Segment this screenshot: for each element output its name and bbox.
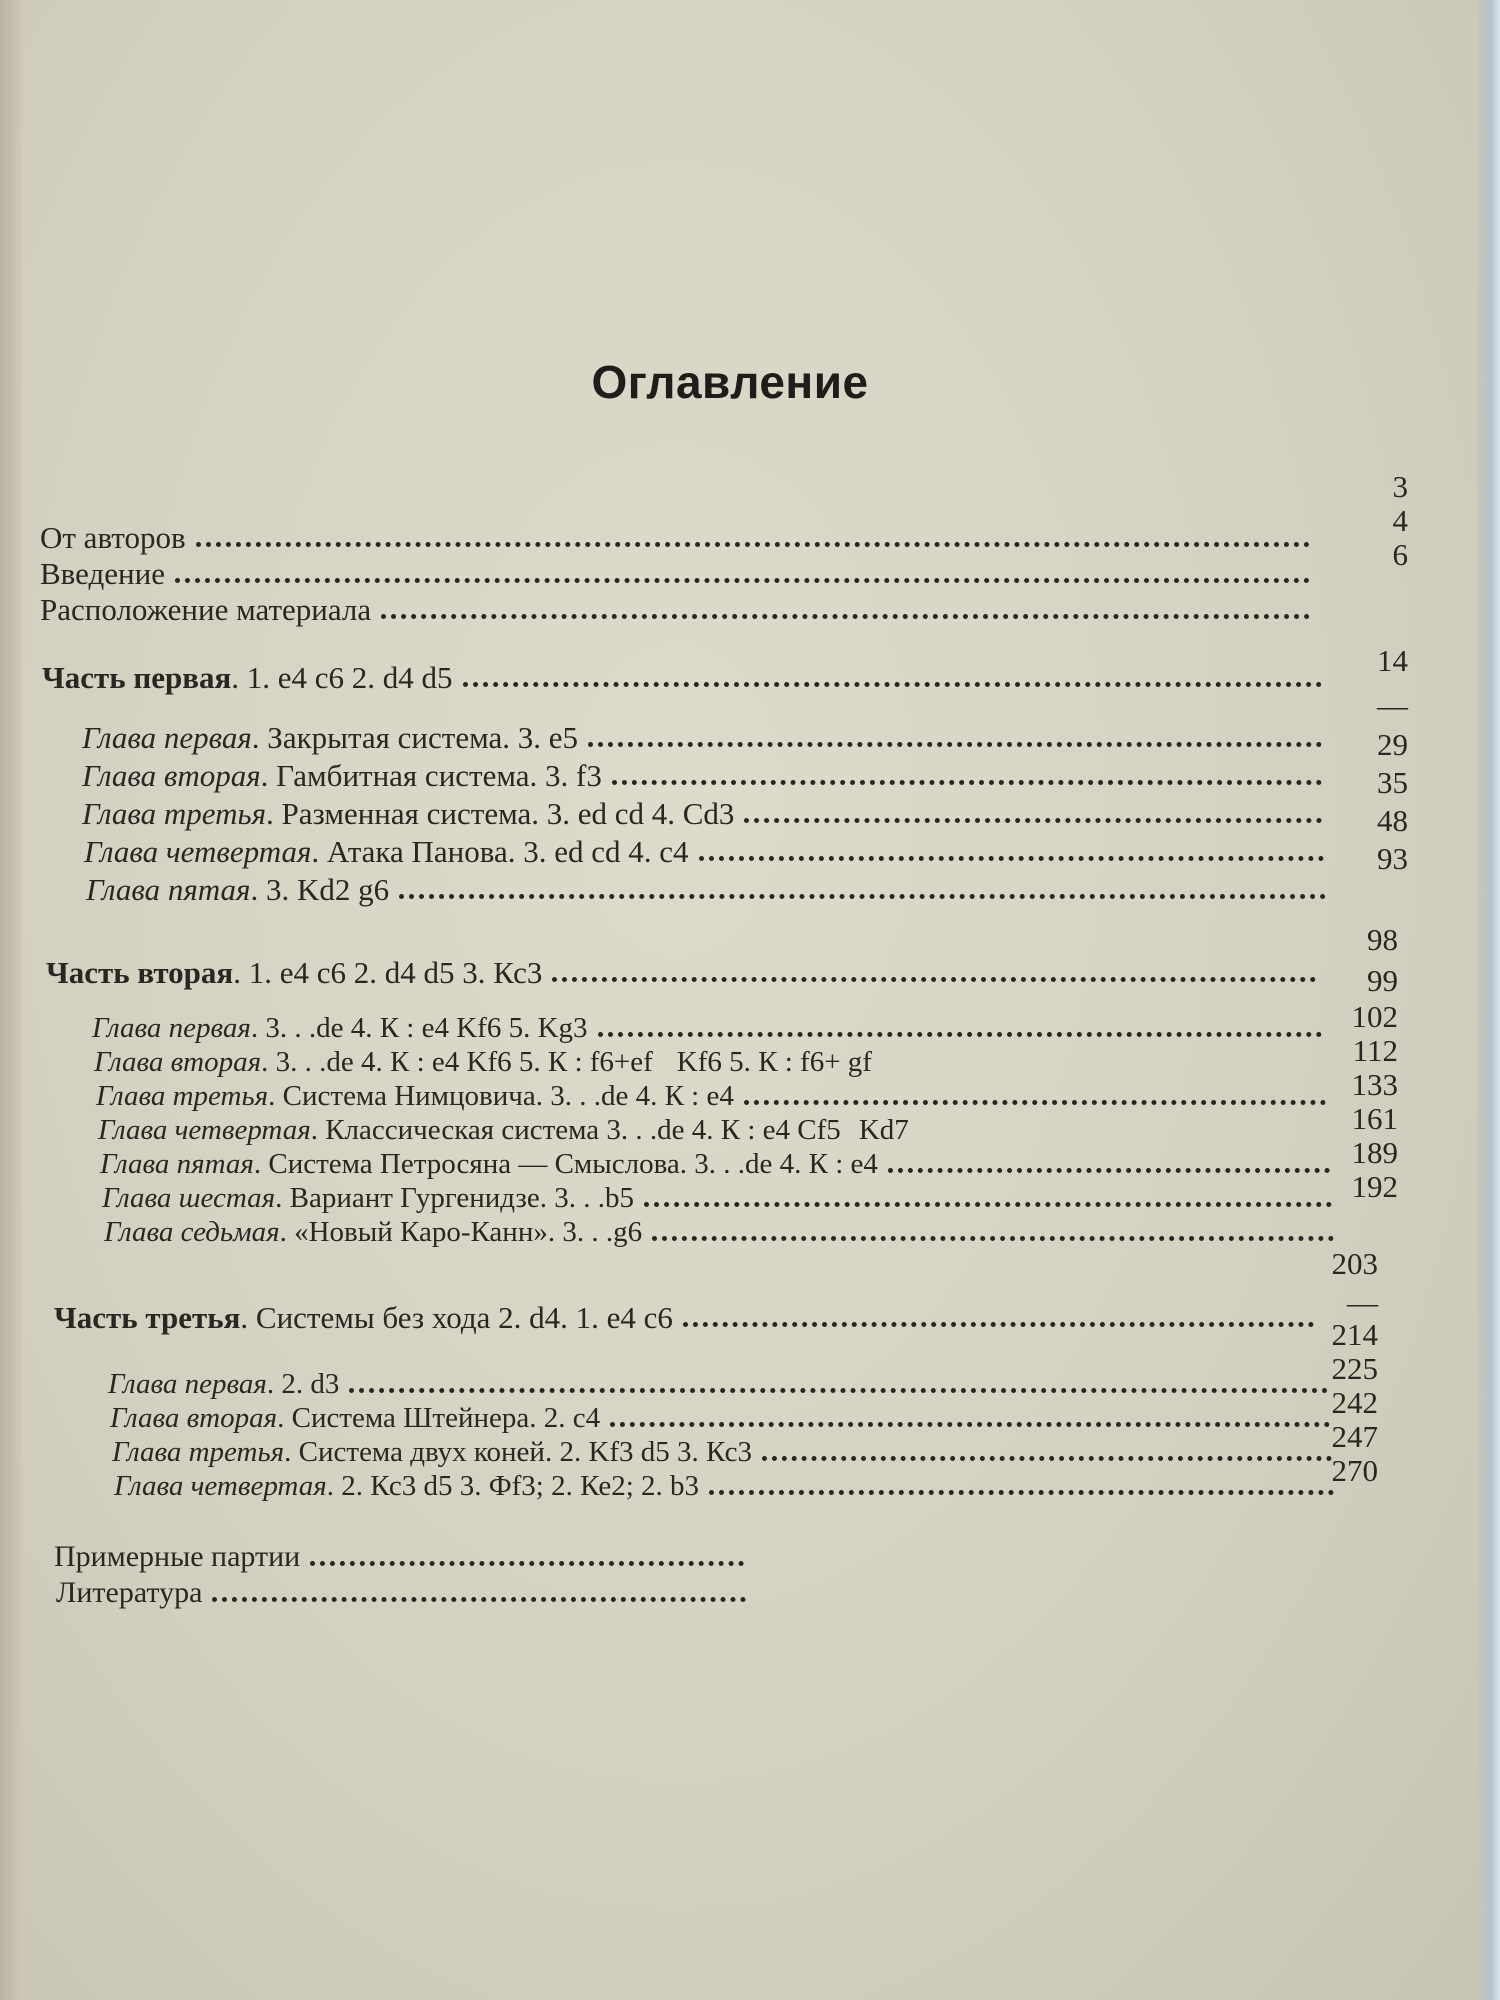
- chapter-title: . 2. d3: [266, 1368, 340, 1400]
- leader-dots: [588, 742, 1322, 747]
- page-number: 161: [1351, 1101, 1398, 1136]
- toc-part-heading: [42, 660, 1332, 696]
- adjacent-page-edge: [1478, 0, 1500, 2000]
- page-number: 98: [1367, 922, 1398, 957]
- leader-dots: [744, 818, 1322, 823]
- chapter-title: . Классическая система 3. . .de 4. К : е4 Cf5: [310, 1114, 841, 1146]
- leader-dots: [888, 1168, 1330, 1173]
- page-numbers-block: [1332, 1240, 1379, 1488]
- entry-label: Расположение материала: [40, 592, 372, 627]
- leader-dots: [399, 894, 1326, 899]
- leader-dots: [699, 856, 1324, 861]
- page-number: 29: [1377, 727, 1408, 762]
- leader-dots: [652, 1236, 1334, 1241]
- page-number: 99: [1367, 963, 1398, 998]
- book-page: [22, 0, 1478, 2000]
- page-number: —: [1347, 1285, 1378, 1320]
- chapter-label: Глава вторая: [82, 758, 261, 793]
- leader-dots: [552, 977, 1316, 982]
- chapter-title: . 3. . .de 4. К : е4 Kf6 5. Kg3: [250, 1012, 588, 1044]
- chapter-title: . 3. . .de 4. К : е4 Kf6 5. К : f6+ef: [261, 1046, 653, 1078]
- leader-dots: [610, 1422, 1330, 1427]
- page-number: 14: [1377, 643, 1408, 678]
- page-number: 214: [1331, 1317, 1378, 1352]
- leader-dots: [612, 780, 1322, 785]
- page-number: 4: [1392, 503, 1408, 538]
- entry-label: Литература: [56, 1576, 203, 1609]
- chapter-label: Глава пятая: [100, 1148, 254, 1180]
- page-number: 35: [1377, 765, 1408, 800]
- toc-part-heading: [46, 955, 1326, 991]
- leader-dots: [762, 1456, 1332, 1461]
- part-label: Часть вторая: [46, 955, 234, 990]
- chapter-label: Глава вторая: [110, 1402, 278, 1434]
- toc-entry: [40, 592, 1320, 628]
- entry-label: Примерные партии: [54, 1540, 301, 1573]
- chapter-label: Глава четвертая: [84, 834, 312, 869]
- leader-dots: [349, 1388, 1328, 1393]
- part-moves: . 1. е4 с6 2. d4 d5 3. Кс3: [233, 955, 543, 990]
- toc-chapter: [86, 872, 1336, 908]
- page-number: 48: [1377, 803, 1408, 838]
- chapter-label: Глава четвертая: [98, 1114, 311, 1146]
- toc-chapter: [82, 720, 1332, 756]
- page-number: —: [1377, 688, 1408, 723]
- chapter-title: . Система Штейнера. 2. с4: [277, 1402, 601, 1434]
- toc-chapter: [100, 1148, 1340, 1181]
- leader-dots: [212, 1597, 746, 1602]
- chapter-title: . 2. Кс3 d5 3. Фf3; 2. Ке2; 2. b3: [326, 1470, 700, 1502]
- toc-part-heading: [54, 1300, 1324, 1336]
- toc-chapter: [84, 834, 1334, 870]
- chapter-label: Глава шестая: [102, 1182, 276, 1214]
- leader-dots: [598, 1032, 1322, 1037]
- book-spine-edge: [0, 0, 22, 2000]
- chapter-title: . Атака Панова. 3. ed cd 4. с4: [311, 834, 689, 869]
- chapter-label: Глава четвертая: [114, 1470, 327, 1502]
- leader-dots: [463, 682, 1322, 687]
- leader-dots: [709, 1490, 1334, 1495]
- toc-chapter: [102, 1182, 1342, 1215]
- chapter-title: . Система двух коней. 2. Kf3 d5 3. Кс3: [284, 1436, 753, 1468]
- chapter-label: Глава пятая: [86, 872, 251, 907]
- toc-chapter: [108, 1368, 1338, 1401]
- toc-entry: [54, 1540, 754, 1574]
- leader-dots: [381, 614, 1310, 619]
- chapter-title: . Закрытая система. 3. е5: [251, 720, 579, 755]
- page-number: 242: [1331, 1385, 1378, 1420]
- chapter-title: . Система Нимцовича. 3. . .de 4. К : е4: [268, 1080, 734, 1112]
- chapter-title: . Гамбитная система. 3. f3: [260, 758, 602, 793]
- part-moves: . 1. е4 с6 2. d4 d5: [231, 660, 453, 695]
- toc-entry: [56, 1576, 756, 1610]
- chapter-title-continuation: Kf6 5. К : f6+ gf: [676, 1046, 872, 1078]
- toc-chapter: [98, 1114, 1338, 1147]
- page-numbers-block: [1393, 470, 1409, 572]
- entry-label: Введение: [40, 556, 165, 591]
- page-number: 6: [1392, 537, 1408, 572]
- page-number: 3: [1392, 469, 1408, 504]
- page-number: 112: [1352, 1033, 1398, 1068]
- toc-chapter: [82, 758, 1332, 794]
- page-number: 225: [1331, 1351, 1378, 1386]
- toc-entry: [40, 556, 1320, 592]
- toc-chapter: [110, 1402, 1340, 1435]
- chapter-title: . Система Петросяна — Смыслова. 3. . .de 4. К : е4: [253, 1148, 878, 1180]
- chapter-title: . Вариант Гургенидзе. 3. . .b5: [275, 1182, 634, 1214]
- page-number: 133: [1351, 1067, 1398, 1102]
- chapter-label: Глава третья: [82, 796, 267, 831]
- chapter-title: . Разменная система. 3. ed cd 4. Cd3: [266, 796, 735, 831]
- page-numbers-block: [1352, 918, 1399, 1204]
- page-number: 102: [1351, 999, 1398, 1034]
- toc-chapter: [114, 1470, 1344, 1503]
- page-number: 203: [1331, 1246, 1378, 1281]
- page-number: 192: [1351, 1169, 1398, 1204]
- chapter-title-continuation: Kd7: [858, 1114, 909, 1146]
- chapter-label: Глава первая: [108, 1368, 267, 1400]
- chapter-label: Глава первая: [92, 1012, 251, 1044]
- page-number: 189: [1351, 1135, 1398, 1170]
- chapter-label: Глава первая: [82, 720, 252, 755]
- entry-label: От авторов: [40, 520, 186, 555]
- page-title: Оглавление: [591, 356, 869, 408]
- chapter-title: . 3. Kd2 g6: [250, 872, 390, 907]
- page-number: 247: [1331, 1419, 1378, 1454]
- toc-chapter: [96, 1080, 1336, 1113]
- toc-chapter: [112, 1436, 1342, 1469]
- chapter-label: Глава третья: [96, 1080, 269, 1112]
- toc-chapter: [92, 1012, 1332, 1045]
- leader-dots: [175, 578, 1310, 583]
- part-label: Часть первая: [42, 660, 232, 695]
- leader-dots: [310, 1561, 744, 1566]
- chapter-label: Глава седьмая: [104, 1216, 280, 1248]
- toc-chapter: [82, 796, 1332, 832]
- chapter-label: Глава вторая: [94, 1046, 262, 1078]
- page-numbers-block: [1377, 636, 1408, 878]
- toc-entry: [40, 520, 1320, 556]
- toc-chapter: [104, 1216, 1344, 1249]
- leader-dots: [644, 1202, 1332, 1207]
- leader-dots: [196, 542, 1310, 547]
- toc-chapter: [94, 1046, 1334, 1079]
- leader-dots: [744, 1100, 1326, 1105]
- chapter-title: . «Новый Каро-Канн». 3. . .g6: [279, 1216, 643, 1248]
- part-moves: . Системы без хода 2. d4. 1. е4 с6: [240, 1300, 673, 1335]
- page-number: 93: [1377, 841, 1408, 876]
- leader-dots: [683, 1322, 1314, 1327]
- chapter-label: Глава третья: [112, 1436, 285, 1468]
- page-number: 270: [1331, 1453, 1378, 1488]
- part-label: Часть третья: [54, 1300, 241, 1335]
